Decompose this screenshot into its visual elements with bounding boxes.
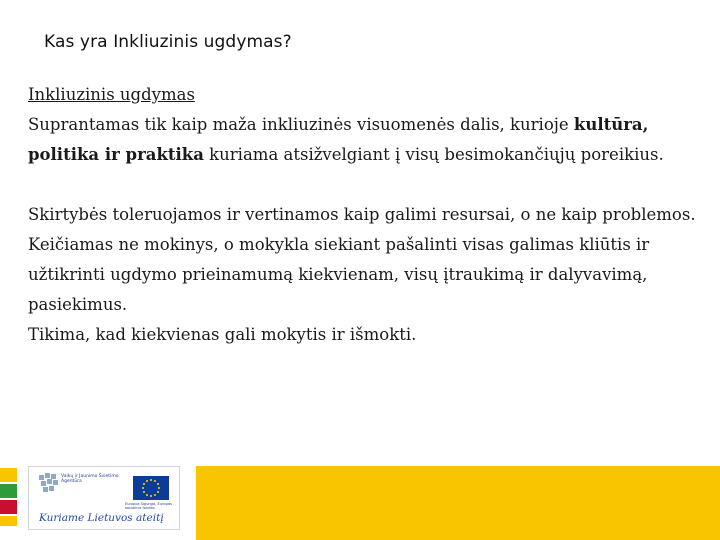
slide-title: Kas yra Inkliuzinis ugdymas? [44, 32, 292, 52]
paragraph-definition [28, 110, 700, 170]
flag-stripe-red [0, 500, 17, 514]
eu-caption: Europos Sąjunga, Europos socialinis fondas [125, 502, 172, 510]
flag-stripe-green [0, 484, 17, 498]
footer-slogan: Kuriame Lietuvos ateitį [39, 512, 164, 524]
footer-logo-panel [28, 466, 180, 530]
paragraph-definition-end: kuriama atsižvelgiant į visų besimokančiųjų poreikius. [203, 145, 664, 164]
flag-stripe-yellow [0, 468, 17, 482]
paragraph-differences: Skirtybės toleruojamos ir vertinamos kaip galimi resursai, o ne kaip problemos. [28, 205, 696, 224]
paragraph-school-change: Keičiamas ne mokinys, o mokykla siekiant pašalinti visas galimas kliūtis ir užtikrinti ugdymo prieinamumą kiekvienam, visų įtraukimą ir dalyvavimą, pasiekimus. [28, 235, 650, 314]
paragraph-definition-bold: kultūra, politika ir praktika [28, 115, 649, 164]
paragraph-belief: Tikima, kad kiekvienas gali mokytis ir išmokti. [28, 325, 417, 344]
flag-stripe-yellow-2 [0, 516, 17, 526]
lithuania-map-logo-icon [37, 471, 63, 495]
section-heading: Inkliuzinis ugdymas [28, 85, 195, 104]
paragraph-gap [28, 170, 700, 200]
eu-flag-icon [133, 476, 169, 500]
footer-yellow-bar [196, 466, 720, 540]
org-name: Vaikų ir Jaunimo Švietimo Agentūra [61, 474, 119, 484]
paragraph-definition-start: Suprantamas tik kaip maža inkliuzinės visuomenės dalis, kurioje [28, 115, 574, 134]
slide-body [28, 80, 700, 350]
